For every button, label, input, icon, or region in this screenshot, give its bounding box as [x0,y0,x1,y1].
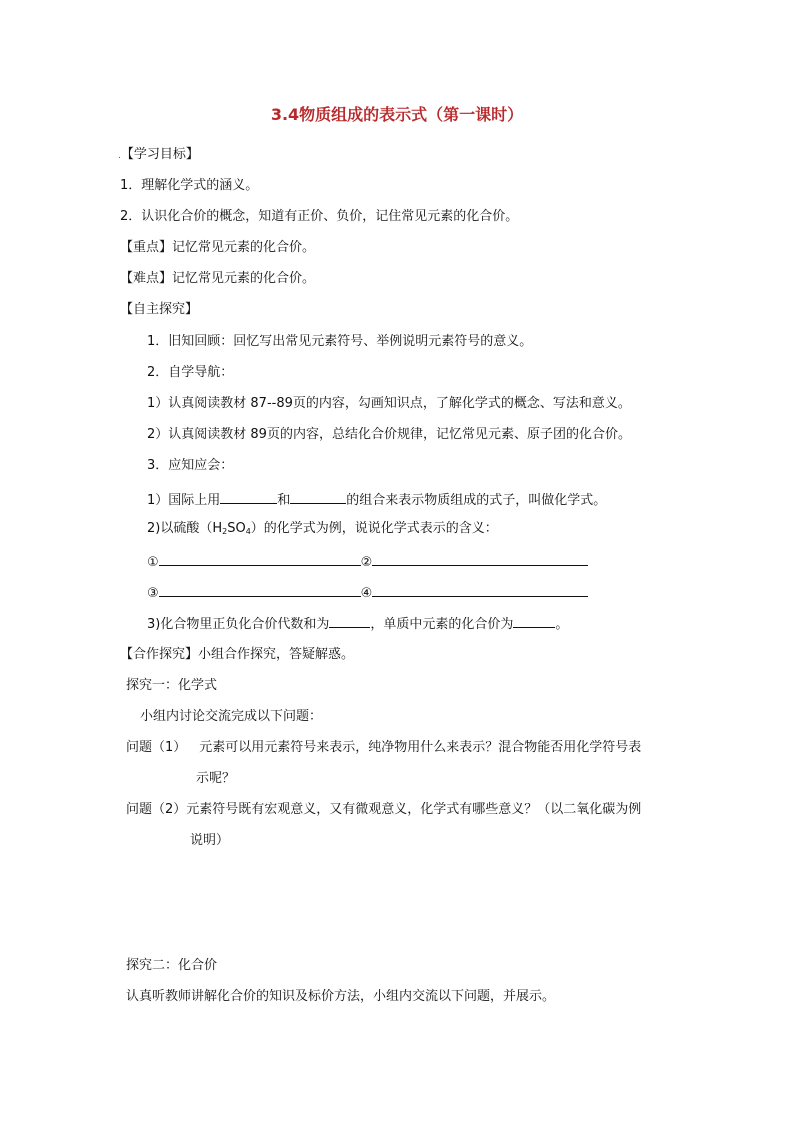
question-1-part-b: 和 [277,493,291,508]
answer-row [147,582,588,603]
question-1-part-a: 1）国际上用 [147,493,221,508]
answer-blank[interactable] [290,489,346,504]
question-3-part-c: 。 [555,617,569,632]
key-point-text: 记忆常见元素的化合价。 [172,240,316,255]
answer-blank[interactable] [372,551,588,566]
difficult-point-text: 记忆常见元素的化合价。 [172,271,316,286]
inquiry-2-text: 认真听教师讲解化合价的知识及标价方法，小组内交流以下问题，并展示。 [126,989,556,1004]
answer-row [147,551,588,572]
question-2-part-b: SO [227,521,246,536]
objective-item: 1．理解化学式的涵义。 [120,178,259,193]
problem-1-label: 问题（1） [126,740,187,755]
difficult-point [120,270,315,288]
key-point [120,239,315,257]
question-2-part-a: 2)以硫酸（H [147,521,223,536]
key-point-label: 【重点】 [120,240,173,255]
subscript: 2 [222,527,228,536]
answer-blank[interactable] [159,551,361,566]
circled-number: ④ [360,586,373,601]
question-3-part-a: 3)化合物里正负化合价代数和为 [147,617,330,632]
answer-blank[interactable] [372,582,588,597]
cooperation-text: 小组合作探究，答疑解惑。 [198,647,355,662]
circled-number: ① [147,555,159,570]
question-1 [147,489,606,510]
circled-number: ② [360,555,373,570]
problem-2-continued: 说明） [190,833,230,848]
question-3-part-b: ，单质中元素的化合价为 [370,617,514,632]
instruction-text: 小组内讨论交流完成以下问题： [140,709,323,724]
nav-item: 1）认真阅读教材 87--89页的内容，勾画知识点，了解化学式的概念、写法和意义。 [147,396,631,411]
question-2 [147,520,498,541]
circled-number: ③ [147,586,159,601]
cooperation-heading [120,646,354,664]
inquiry-2-heading: 探究二：化合价 [126,958,218,973]
answer-blank[interactable] [220,489,277,504]
inquiry-1-heading: 探究一：化学式 [126,678,218,693]
cooperation-label: 【合作探究】 [120,647,199,662]
bullet-dot: . [118,151,121,161]
nav-item: 2）认真阅读教材 89页的内容，总结化合价规律，记忆常见元素、原子团的化合价。 [147,427,631,442]
answer-blank[interactable] [329,613,370,628]
subscript: 4 [245,527,251,536]
self-study-heading: 【自主探究】 [120,302,199,317]
problem-1-continued: 示呢？ [196,771,236,786]
answer-blank[interactable] [159,582,361,597]
nav-heading: 2．自学导航： [147,365,234,380]
problem-2: 问题（2）元素符号既有宏观意义，又有微观意义，化学式有哪些意义？（以二氧化碳为例 [126,802,642,817]
difficult-point-label: 【难点】 [120,271,173,286]
apply-heading: 3．应知应会： [147,458,234,473]
objectives-heading-text: 【学习目标】 [120,147,199,162]
page-title: 3.4物质组成的表示式（第一课时） [270,105,524,124]
question-1-part-c: 的组合来表示物质组成的式子，叫做化学式。 [346,493,607,508]
answer-blank[interactable] [513,613,555,628]
objective-item: 2．认识化合价的概念，知道有正价、负价，记住常见元素的化合价。 [120,209,519,224]
problem-1-text: 元素可以用元素符号来表示，纯净物用什么来表示？混合物能否用化学符号表 [199,740,642,755]
objectives-heading [118,146,199,165]
review-item: 1．旧知回顾：回忆写出常见元素符号、举例说明元素符号的意义。 [147,334,533,349]
question-2-part-c: ）的化学式为例，说说化学式表示的含义： [250,521,498,536]
problem-1 [126,739,641,757]
question-3 [147,613,568,634]
